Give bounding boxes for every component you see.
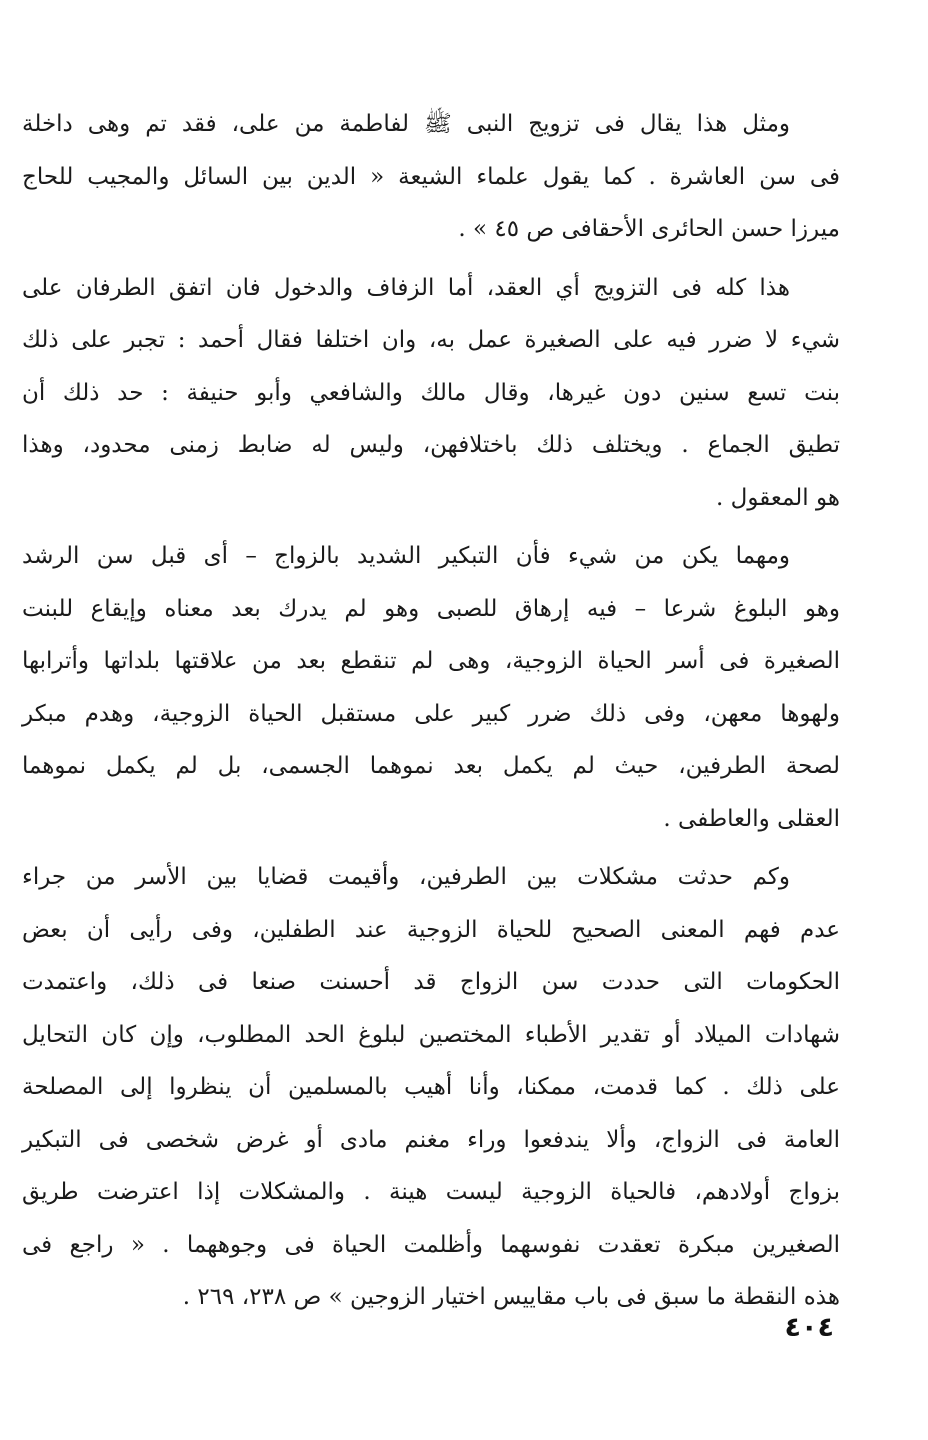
paragraph-line: هو المعقول . — [716, 484, 840, 511]
paragraph-line: عدم فهم المعنى الصحيح للحياة الزوجية عند الطفلين، وفى رأيى أن بعض — [22, 916, 840, 943]
paragraph-3 — [22, 530, 840, 845]
page-body — [22, 98, 840, 1324]
paragraph-line: وكم حدثت مشكلات بين الطرفين، وأقيمت قضايا بين الأسر من جراء — [22, 864, 790, 890]
paragraph-line: بنت تسع سنين دون غيرها، وقال مالك والشافعي وأبو حنيفة : حد ذلك أن — [22, 379, 840, 406]
paragraph-line: الصغيرين مبكرة تعقدت نفوسهما وأظلمت الحياة فى وجوههما . « راجع فى — [22, 1231, 840, 1258]
paragraph-line: ومثل هذا يقال فى تزويج النبى ﷺ لفاطمة من على، فقد تم وهى داخلة — [22, 111, 790, 137]
paragraph-4 — [22, 851, 840, 1324]
paragraph-line: هذا كله فى التزويج أي العقد، أما الزفاف والدخول فان اتفق الطرفان على — [22, 274, 790, 301]
page-number: ٤٠٤ — [784, 1312, 834, 1343]
paragraph-line: ومهما يكن من شيء فأن التبكير الشديد بالزواج – أى قبل سن الرشد — [22, 543, 790, 569]
paragraph-line: شهادات الميلاد أو تقدير الأطباء المختصين لبلوغ الحد المطلوب، وإن كان التحايل — [22, 1021, 840, 1048]
paragraph-line: فى سن العاشرة . كما يقول علماء الشيعة « الدين بين السائل والمجيب للحاج — [22, 163, 840, 190]
paragraph-line: العقلى والعاطفى . — [663, 805, 840, 832]
paragraph-line: تطيق الجماع . ويختلف ذلك باختلافهن، وليس له ضابط زمنى محدود، وهذا — [22, 432, 840, 458]
paragraph-line: شيء لا ضرر فيه على الصغيرة عمل به، وان اختلفا فقال أحمد : تجبر على ذلك — [22, 327, 840, 353]
paragraph-line: بزواج أولادهم، فالحياة الزوجية ليست هينة . والمشكلات إذا اعترضت طريق — [22, 1179, 840, 1205]
paragraph-1 — [22, 98, 840, 256]
paragraph-line: الحكومات التى حددت سن الزواج قد أحسنت صنعا فى ذلك، واعتمدت — [22, 969, 840, 995]
paragraph-line: الصغيرة فى أسر الحياة الزوجية، وهى لم تنقطع بعد من علاقتها بلداتها وأترابها — [22, 648, 840, 674]
paragraph-line: ميرزا حسن الحائرى الأحقافى ص ٤٥ » . — [458, 216, 840, 242]
paragraph-line: على ذلك . كما قدمت، ممكنا، وأنا أهيب بالمسلمين أن ينظروا إلى المصلحة — [22, 1074, 840, 1100]
paragraph-line: ولهوها معهن، وفى ذلك ضرر كبير على مستقبل الحياة الزوجية، وهدم مبكر — [22, 700, 840, 727]
paragraph-line: لصحة الطرفين، حيث لم يكمل بعد نموهما الجسمى، بل لم يكمل نموهما — [22, 753, 840, 779]
paragraph-line: العامة فى الزواج، وألا يندفعوا وراء مغنم مادى أو غرض شخصى فى التبكير — [22, 1126, 840, 1153]
paragraph-2 — [22, 262, 840, 525]
paragraph-line: وهو البلوغ شرعا – فيه إرهاق للصبى وهو لم يدرك بعد معناه وإيقاع للبنت — [22, 595, 840, 622]
paragraph-line: هذه النقطة ما سبق فى باب مقاييس اختيار الزوجين » ص ٢٣٨، ٢٦٩ . — [182, 1284, 840, 1310]
